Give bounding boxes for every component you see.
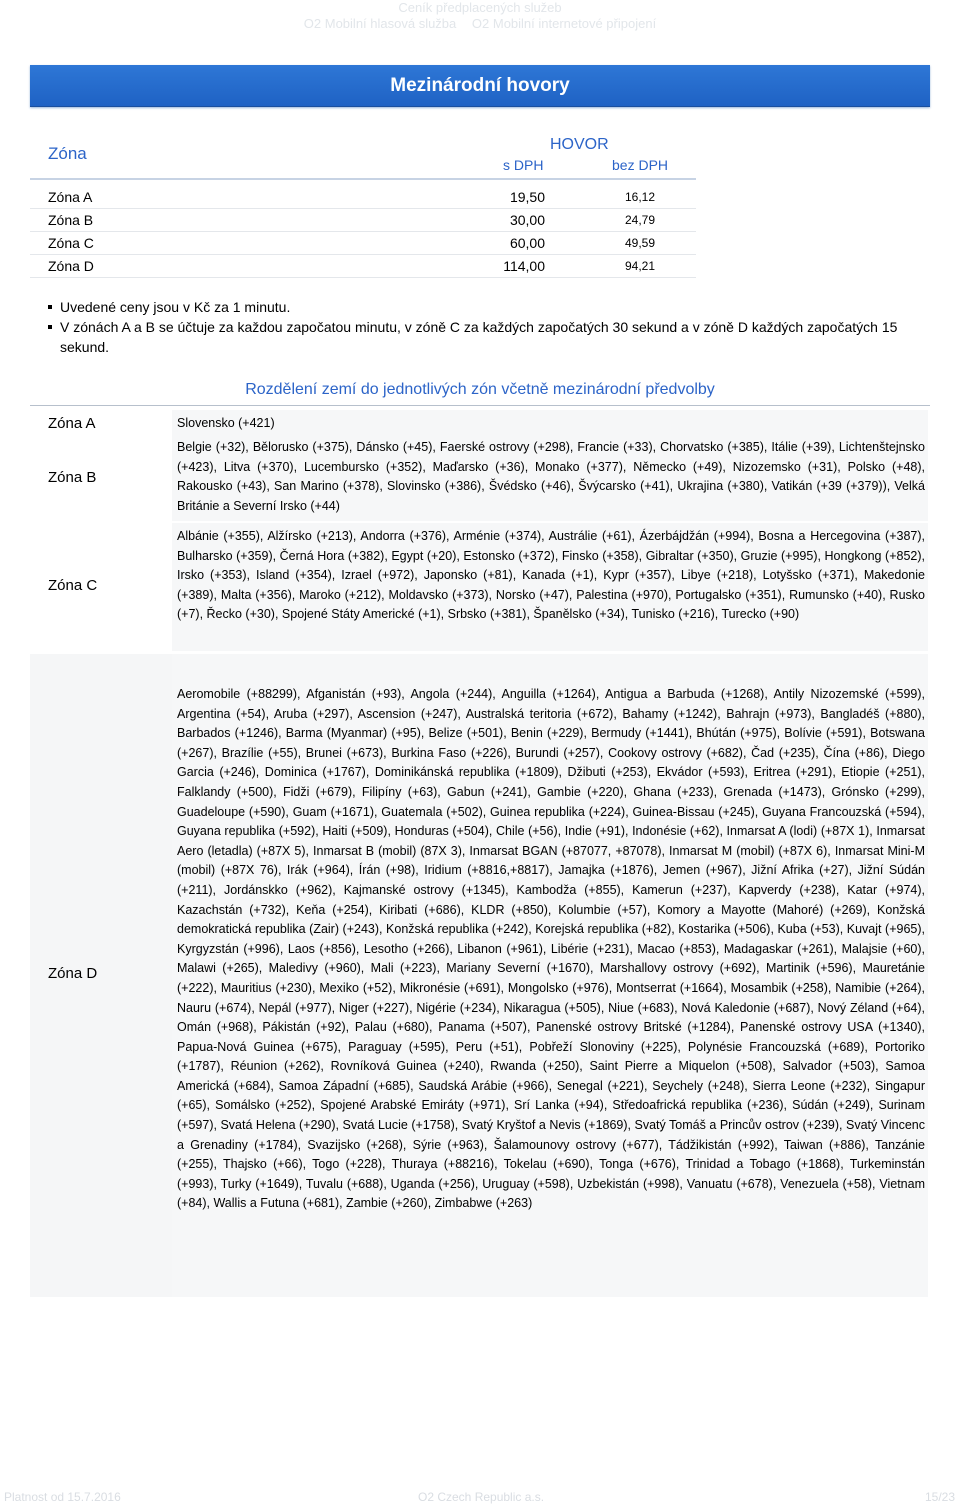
footer-page-number: 15/23 (924, 1490, 955, 1504)
zone-c-countries-cell (172, 523, 928, 651)
zone-d-label: Zóna D (48, 965, 98, 982)
zone-d-countries: Aeromobile (+88299), Afganistán (+93), Angola (+244), Anguilla (+1264), Antigua a Barbuda (+1268), Antily Nizozemské (+599), Argentina (+54), Aruba (+297), Ascension (+247), Australská teritoria (+672), Bahamy (+1242), Bahrajn (+973), Bangladéš (+880), Barbados (+1246), Barma (Myanmar) (+95), Belize (+501), Benin (+229), Bermudy (+1441), Bhútán (+975), Bolívie (+591), Botswana (+267), Brazílie (+55), Brunei (+673), Burkina Faso (+226), Burundi (+257), Cookovy ostrovy (+682), Čad (+235), Čína (+86), Diego Garcia (+246), Dominica (+1767), Dominikánská republika (+1809), Džibuti (+253), Ekvádor (+593), Eritrea (+291), Etiopie (+251), Falklandy (+500), Fidži (+679), Filipíny (+63), Gabun (+241), Gambie (+220), Ghana (+233), Grenada (+1473), Grónsko (+299), Guadeloupe (+590), Guam (+1671), Guatemala (+502), Guinea republika (+224), Guinea-Bissau (+245), Guyana Francouzská (+594), Guyana republika (+592), Haiti (+509), Honduras (+504), Chile (+56), Indie (+91), Indonésie (+62), Inmarsat A (lodi) (+87X 1), Inmarsat Aero (letadla) (+87X 5), Inmarsat B (mobil) (87X 3), Inmarsat BGAN (+87077, +87078), Inmarsat M (mobil) (+87X 6), Inmarsat Mini-M (mobil) (+87X 76), Irák (+964), Írán (+98), Iridium (+8816,+8817), Jamajka (+1876), Jemen (+967), Jižní Afrika (+27), Jižní Súdán (+211), Jordánskko (+962), Kajmanské ostrovy (+1345), Kambodža (+855), Kamerun (+237), Kapverdy (+238), Katar (+974), Kazachstán (+732), Keňa (+254), Kiribati (+686), KLDR (+850), Kolumbie (+57), Komory a Mayotte (Mahoré) (+269), Konžská demokratická republika (Zair) (+243), Konžská republika (+242), Korejská republika (+82), Kostarika (+506), Kuba (+53), Kuvajt (+965), Kyrgyzstán (+996), Laos (+856), Lesotho (+266), Libanon (+961), Libérie (+231), Macao (+853), Madagaskar (+261), Malajsie (+60), Malawi (+265), Maledivy (+960), Mali (+223), Mariany Severní (+1670), Marshallovy ostrovy (+692), Martinik (+596), Mauretánie (+222), Mauritius (+230), Mexiko (+52), Mikronésie (+691), Mongolsko (+976), Montserrat (+1664), Mosambik (+258), Namibie (+264), Nauru (+674), Nepál (+977), Niger (+227), Nigérie (+234), Nikaragua (+505), Niue (+683), Nová Kaledonie (+687), Nový Zéland (+64), Omán (+968), Pákistán (+92), Palau (+680), Panama (+507), Panenské ostrovy Britské (+1284), Panenské ostrovy USA (+1340), Papua-Nová Guinea (+675), Paraguay (+595), Peru (+51), Pobřeží Slonoviny (+225), Polynésie Francouzská (+689), Portoriko (+1787), Réunion (+262), Rovníková Guinea (+240), Rwanda (+250), Saint Pierre a Miquelon (+508), Salvador (+503), Samoa Americká (+684), Samoa Západní (+685), Saudská Arábie (+966), Senegal (+221), Seychely (+248), Sierra Leone (+232), Singapur (+65), Somálsko (+252), Spojené Arabské Emiráty (+971), Srí Lanka (+94), Středoafrická republika (+236), Súdán (+249), Surinam (+597), Svatá Helena (+290), Svatá Lucie (+1758), Svatý Kryštof a Nevis (+1869), Svatý Tomáš a Princův ostrov (+239), Svatý Vincenc a Grenadiny (+1784), Svazijsko (+268), Sýrie (+963), Šalamounovy ostrovy (+677), Tádžikistán (+992), Taiwan (+886), Tanzánie (+255), Thajsko (+66), Togo (+228), Thuraya (+88216), Tokelau (+690), Tonga (+676), Trinidad a Tobago (+1868), Turkeminstán (+993), Turky (+1649), Tuvalu (+688), Uganda (+256), Uruguay (+598), Uzbekistán (+998), Vanuatu (+678), Venezuela (+58), Vietnam (+84), Wallis a Futuna (+681), Zambie (+260), Zimbabwe (+263) (177, 687, 925, 1211)
zone-column-header: Zóna (48, 144, 87, 163)
zone-a-countries: Slovensko (+421) (177, 416, 275, 430)
table-row (30, 209, 696, 232)
row-zone: Zóna A (48, 189, 93, 205)
document-header-links (0, 16, 960, 31)
with-vat-header: s DPH (503, 157, 544, 173)
row-price-without-vat: 24,79 (624, 213, 655, 227)
zone-a-label: Zóna A (48, 415, 96, 432)
table-row (30, 255, 696, 278)
zones-title: Rozdělení zemí do jednotlivých zón včetně mezinárodní předvolby (245, 381, 715, 398)
zones-divider (30, 405, 930, 406)
zone-c-label: Zóna C (48, 577, 98, 594)
table-row (30, 232, 696, 255)
note-item: V zónách A a B se účtuje za každou započatou minutu, v zóně C za každých započatých 30 sekund a v zóně D každých započatých 15 sekund. (48, 317, 908, 357)
header-divider (30, 178, 696, 180)
zone-b-label: Zóna B (48, 469, 97, 486)
header-link-internet[interactable]: O2 Mobilní internetové připojení (471, 16, 657, 31)
row-zone: Zóna D (48, 258, 94, 274)
section-banner: Mezinárodní hovory (30, 65, 930, 107)
zone-a-countries-cell (172, 410, 928, 436)
zone-d-countries-cell (172, 654, 928, 1297)
row-zone: Zóna B (48, 212, 94, 228)
price-table (30, 186, 696, 278)
row-price-with-vat: 114,00 (503, 258, 545, 274)
footer-company: O2 Czech Republic a.s. (418, 1490, 545, 1504)
zone-b-countries-cell (172, 435, 928, 521)
call-group-header: HOVOR (550, 136, 609, 153)
note-item: Uvedené ceny jsou v Kč za 1 minutu. (48, 297, 908, 317)
row-zone: Zóna C (48, 235, 94, 251)
row-price-with-vat: 19,50 (509, 189, 545, 205)
row-price-without-vat: 94,21 (624, 259, 655, 273)
table-row (30, 186, 696, 209)
document-header-title: Ceník předplacených služeb (398, 0, 562, 15)
without-vat-header: bez DPH (612, 157, 669, 173)
row-price-with-vat: 60,00 (509, 235, 545, 251)
row-price-without-vat: 16,12 (624, 190, 655, 204)
notes-list (48, 297, 908, 357)
zone-b-countries: Belgie (+32), Bělorusko (+375), Dánsko (+45), Faerské ostrovy (+298), Francie (+33), Chorvatsko (+385), Itálie (+39), Lichtenštejnsko (+423), Litva (+370), Lucembursko (+352), Maďarsko (+36), Monako (+377), Německo (+49), Nizozemsko (+31), Polsko (+48), Rakousko (+43), San Marino (+378), Slovinsko (+386), Švédsko (+46), Švýcarsko (+41), Ukrajina (+380), Vatikán (+39 (+379)), Velká Británie a Severní Irsko (+44) (177, 440, 925, 513)
zone-c-countries: Albánie (+355), Alžírsko (+213), Andorra (+376), Arménie (+374), Austrálie (+61), Ázerbájdžán (+994), Bosna a Hercegovina (+387), Bulharsko (+359), Černá Hora (+382), Egypt (+20), Estonsko (+372), Finsko (+358), Gibraltar (+350), Gruzie (+995), Hongkong (+852), Irsko (+353), Island (+354), Izrael (+972), Japonsko (+81), Kanada (+1), Kypr (+357), Libye (+218), Lotyšsko (+371), Makedonie (+389), Malta (+356), Maroko (+212), Moldavsko (+373), Norsko (+47), Palestina (+970), Portugalsko (+351), Rumunsko (+40), Rusko (+7), Řecko (+30), Spojené Státy Americké (+1), Srbsko (+381), Španělsko (+34), Tunisko (+216), Turecko (+90) (177, 529, 925, 622)
header-link-voice[interactable]: O2 Mobilní hlasová služba (303, 16, 457, 31)
row-price-without-vat: 49,59 (624, 236, 655, 250)
row-price-with-vat: 30,00 (509, 212, 545, 228)
footer-valid-from: Platnost od 15.7.2016 (4, 1490, 121, 1504)
